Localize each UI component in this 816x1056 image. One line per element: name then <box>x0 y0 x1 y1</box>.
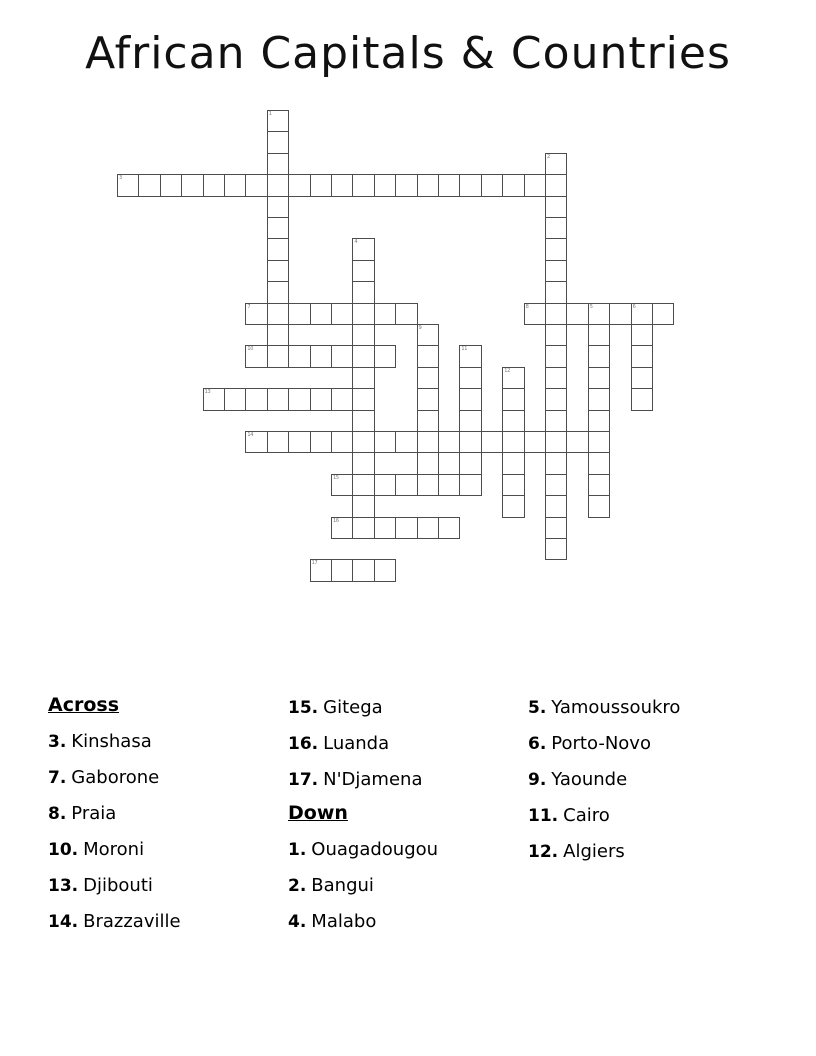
grid-cell[interactable] <box>631 388 653 410</box>
grid-cell[interactable] <box>352 303 374 325</box>
grid-cell[interactable] <box>545 303 567 325</box>
clue-text: Yamoussoukro <box>551 697 681 718</box>
grid-cell[interactable] <box>545 217 567 239</box>
grid-cell[interactable] <box>588 452 610 474</box>
grid-cell[interactable] <box>588 474 610 496</box>
grid-cell[interactable] <box>502 388 524 410</box>
grid-cell[interactable] <box>331 559 353 581</box>
clue-item <box>48 796 278 832</box>
clue-text: Gitega <box>323 697 383 718</box>
clue-number: 13. <box>48 876 79 896</box>
grid-cell[interactable] <box>267 388 289 410</box>
grid-cell[interactable] <box>374 345 396 367</box>
grid-cell[interactable] <box>566 431 588 453</box>
clue-heading-down: Down <box>288 802 348 824</box>
clue-item <box>288 832 518 868</box>
grid-cell[interactable] <box>459 452 481 474</box>
grid-cell-number: 16 <box>333 517 339 524</box>
clue-text: Luanda <box>323 733 390 754</box>
grid-cell[interactable] <box>545 452 567 474</box>
grid-cell[interactable] <box>481 431 503 453</box>
grid-cell[interactable] <box>352 431 374 453</box>
grid-cell-number: 12 <box>504 367 510 374</box>
grid-cell[interactable] <box>352 345 374 367</box>
grid-cell-number: 10 <box>247 346 254 353</box>
grid-cell[interactable] <box>545 153 567 175</box>
grid-cell-number: 17 <box>311 560 318 567</box>
page-title: African Capitals & Countries <box>85 28 731 79</box>
grid-cell[interactable] <box>245 345 267 367</box>
grid-cell[interactable] <box>545 538 567 560</box>
grid-cell[interactable] <box>459 174 481 196</box>
grid-cell[interactable] <box>395 303 417 325</box>
grid-cell[interactable] <box>160 174 182 196</box>
clue-number: 8. <box>48 804 67 824</box>
grid-cell[interactable] <box>631 324 653 346</box>
grid-cell[interactable] <box>417 431 439 453</box>
grid-cell[interactable] <box>224 388 246 410</box>
grid-cell[interactable] <box>395 174 417 196</box>
grid-cell[interactable] <box>459 474 481 496</box>
grid-cell[interactable] <box>288 174 310 196</box>
grid-cell[interactable] <box>267 345 289 367</box>
clue-item <box>288 904 518 940</box>
grid-cell[interactable] <box>331 174 353 196</box>
grid-cell[interactable] <box>459 345 481 367</box>
clue-number: 4. <box>288 912 307 932</box>
grid-cell[interactable] <box>545 260 567 282</box>
clue-number: 1. <box>288 840 307 860</box>
grid-cell-number: 8 <box>525 303 529 310</box>
clue-text: Moroni <box>83 839 145 860</box>
clue-item <box>528 834 778 870</box>
grid-cell[interactable] <box>417 324 439 346</box>
grid-cell[interactable] <box>374 431 396 453</box>
grid-cell[interactable] <box>395 517 417 539</box>
grid-cell-number: 9 <box>418 325 422 331</box>
grid-cell[interactable] <box>545 238 567 260</box>
clue-item <box>528 762 778 798</box>
grid-cell[interactable] <box>267 110 289 132</box>
grid-cell[interactable] <box>310 559 332 581</box>
grid-cell[interactable] <box>267 324 289 346</box>
grid-cell[interactable] <box>352 260 374 282</box>
grid-cell[interactable] <box>417 174 439 196</box>
grid-cell[interactable] <box>203 388 225 410</box>
grid-cell[interactable] <box>588 324 610 346</box>
grid-cell[interactable] <box>417 410 439 432</box>
grid-cell[interactable] <box>310 174 332 196</box>
clue-item <box>528 726 778 762</box>
clue-number: 11. <box>528 806 559 826</box>
clue-item <box>48 832 278 868</box>
clue-text: Cairo <box>563 805 610 826</box>
grid-cell[interactable] <box>138 174 160 196</box>
grid-cell-number: 1 <box>268 111 272 117</box>
grid-cell[interactable] <box>352 452 374 474</box>
grid-cell[interactable] <box>502 174 524 196</box>
clue-item <box>288 690 518 726</box>
clue-text: Malabo <box>311 911 377 932</box>
clue-number: 15. <box>288 698 319 718</box>
grid-cell[interactable] <box>545 410 567 432</box>
grid-cell[interactable] <box>545 495 567 517</box>
grid-cell[interactable] <box>374 303 396 325</box>
grid-cell[interactable] <box>267 196 289 218</box>
grid-cell[interactable] <box>331 474 353 496</box>
grid-cell[interactable] <box>374 474 396 496</box>
grid-cell[interactable] <box>352 238 374 260</box>
grid-cell-number: 2 <box>547 153 550 160</box>
grid-cell[interactable] <box>502 410 524 432</box>
grid-cell[interactable] <box>331 345 353 367</box>
clue-text: Ouagadougou <box>311 839 439 860</box>
grid-cell[interactable] <box>438 474 460 496</box>
clue-item <box>48 760 278 796</box>
grid-cell-number: 7 <box>247 303 251 310</box>
grid-cell[interactable] <box>245 303 267 325</box>
grid-cell[interactable] <box>588 388 610 410</box>
grid-cell[interactable] <box>288 303 310 325</box>
grid-cell-number: 14 <box>247 432 254 438</box>
grid-cell[interactable] <box>545 324 567 346</box>
clue-number: 7. <box>48 768 67 788</box>
grid-cell-number: 6 <box>632 303 636 310</box>
grid-cell[interactable] <box>352 281 374 303</box>
grid-cell[interactable] <box>181 174 203 196</box>
grid-cell[interactable] <box>352 559 374 581</box>
grid-cell[interactable] <box>352 474 374 496</box>
grid-cell[interactable] <box>374 174 396 196</box>
grid-cell[interactable] <box>545 431 567 453</box>
grid-cell[interactable] <box>545 196 567 218</box>
grid-cell[interactable] <box>524 174 546 196</box>
clue-number: 3. <box>48 732 67 752</box>
grid-cell[interactable] <box>267 303 289 325</box>
clue-number: 17. <box>288 770 319 790</box>
grid-cell[interactable] <box>588 367 610 389</box>
grid-cell-number: 13 <box>204 389 211 396</box>
grid-cell[interactable] <box>267 174 289 196</box>
grid-cell[interactable] <box>459 388 481 410</box>
grid-cell[interactable] <box>652 303 674 325</box>
grid-cell[interactable] <box>438 174 460 196</box>
grid-cell[interactable] <box>374 517 396 539</box>
grid-cell[interactable] <box>331 517 353 539</box>
grid-cell[interactable] <box>331 431 353 453</box>
grid-cell[interactable] <box>417 345 439 367</box>
grid-cell[interactable] <box>310 388 332 410</box>
grid-cell[interactable] <box>288 431 310 453</box>
grid-cell[interactable] <box>631 303 653 325</box>
clue-number: 5. <box>528 698 547 718</box>
clue-item <box>48 868 278 904</box>
grid-cell[interactable] <box>502 474 524 496</box>
grid-cell[interactable] <box>545 517 567 539</box>
clue-text: Algiers <box>563 841 625 862</box>
grid-cell[interactable] <box>417 517 439 539</box>
grid-cell[interactable] <box>609 303 631 325</box>
grid-cell[interactable] <box>438 517 460 539</box>
grid-cell[interactable] <box>267 217 289 239</box>
clue-number: 9. <box>528 770 547 790</box>
grid-cell[interactable] <box>417 388 439 410</box>
grid-cell[interactable] <box>502 367 524 389</box>
grid-cell[interactable] <box>267 131 289 153</box>
clue-number: 6. <box>528 734 547 754</box>
grid-cell[interactable] <box>267 431 289 453</box>
clue-item <box>288 868 518 904</box>
grid-cell[interactable] <box>588 410 610 432</box>
clue-item <box>288 726 518 762</box>
grid-cell[interactable] <box>417 452 439 474</box>
grid-cell[interactable] <box>374 559 396 581</box>
grid-cell[interactable] <box>267 281 289 303</box>
grid-cell[interactable] <box>352 388 374 410</box>
grid-cell[interactable] <box>545 388 567 410</box>
clue-text: Djibouti <box>83 875 153 896</box>
grid-cell-number: 4 <box>354 239 358 246</box>
grid-cell[interactable] <box>459 431 481 453</box>
grid-cell[interactable] <box>524 303 546 325</box>
clue-text: Porto-Novo <box>551 733 651 754</box>
grid-cell[interactable] <box>588 495 610 517</box>
grid-cell[interactable] <box>245 388 267 410</box>
grid-cell[interactable] <box>502 452 524 474</box>
grid-cell[interactable] <box>117 174 139 196</box>
grid-cell[interactable] <box>417 474 439 496</box>
grid-cell[interactable] <box>288 345 310 367</box>
grid-cell[interactable] <box>331 303 353 325</box>
grid-cell[interactable] <box>352 324 374 346</box>
grid-cell-number: 5 <box>589 303 593 310</box>
clue-text: Brazzaville <box>83 911 181 932</box>
grid-cell[interactable] <box>352 495 374 517</box>
grid-cell-number: 11 <box>461 346 468 353</box>
clue-column-1 <box>48 690 278 940</box>
grid-cell[interactable] <box>631 367 653 389</box>
clue-number: 12. <box>528 842 559 862</box>
clue-item <box>48 724 278 760</box>
grid-cell-number: 3 <box>119 175 122 182</box>
grid-cell[interactable] <box>310 303 332 325</box>
grid-cell[interactable] <box>352 367 374 389</box>
grid-cell[interactable] <box>310 345 332 367</box>
clue-column-3 <box>528 690 778 870</box>
grid-cell[interactable] <box>310 431 332 453</box>
grid-cell[interactable] <box>459 367 481 389</box>
grid-cell-number: 15 <box>333 474 339 481</box>
clue-item <box>528 690 778 726</box>
grid-cell[interactable] <box>245 431 267 453</box>
clue-item <box>288 762 518 798</box>
clue-text: Kinshasa <box>71 731 152 752</box>
grid-cell[interactable] <box>545 174 567 196</box>
clue-text: Bangui <box>311 875 374 896</box>
grid-cell[interactable] <box>631 345 653 367</box>
grid-cell[interactable] <box>438 431 460 453</box>
grid-cell[interactable] <box>502 495 524 517</box>
grid-cell[interactable] <box>352 410 374 432</box>
grid-cell[interactable] <box>267 260 289 282</box>
grid-cell[interactable] <box>545 474 567 496</box>
clue-number: 10. <box>48 840 79 860</box>
grid-cell[interactable] <box>481 174 503 196</box>
grid-cell[interactable] <box>352 174 374 196</box>
grid-cell[interactable] <box>588 431 610 453</box>
grid-cell[interactable] <box>224 174 246 196</box>
grid-cell[interactable] <box>267 238 289 260</box>
grid-cell[interactable] <box>545 345 567 367</box>
clue-heading-across: Across <box>48 694 120 716</box>
grid-cell[interactable] <box>417 367 439 389</box>
grid-cell[interactable] <box>545 367 567 389</box>
grid-cell[interactable] <box>459 410 481 432</box>
clue-number: 14. <box>48 912 79 932</box>
grid-cell[interactable] <box>267 153 289 175</box>
grid-cell[interactable] <box>331 388 353 410</box>
grid-cell[interactable] <box>524 431 546 453</box>
grid-cell[interactable] <box>352 517 374 539</box>
clue-text: Yaounde <box>551 769 628 790</box>
grid-cell[interactable] <box>588 345 610 367</box>
grid-cell[interactable] <box>395 431 417 453</box>
clue-number: 2. <box>288 876 307 896</box>
grid-cell[interactable] <box>588 303 610 325</box>
grid-cell[interactable] <box>395 474 417 496</box>
clue-lists <box>0 690 816 990</box>
grid-cell[interactable] <box>203 174 225 196</box>
clue-column-2 <box>288 690 518 940</box>
clue-item <box>528 798 778 834</box>
grid-cell[interactable] <box>245 174 267 196</box>
grid-cell[interactable] <box>288 388 310 410</box>
clue-text: Praia <box>71 803 117 824</box>
grid-cell[interactable] <box>502 431 524 453</box>
clue-number: 16. <box>288 734 319 754</box>
clue-item <box>48 904 278 940</box>
clue-text: Gaborone <box>71 767 160 788</box>
grid-cell[interactable] <box>545 281 567 303</box>
clue-text: N'Djamena <box>323 769 423 790</box>
grid-cell[interactable] <box>566 303 588 325</box>
